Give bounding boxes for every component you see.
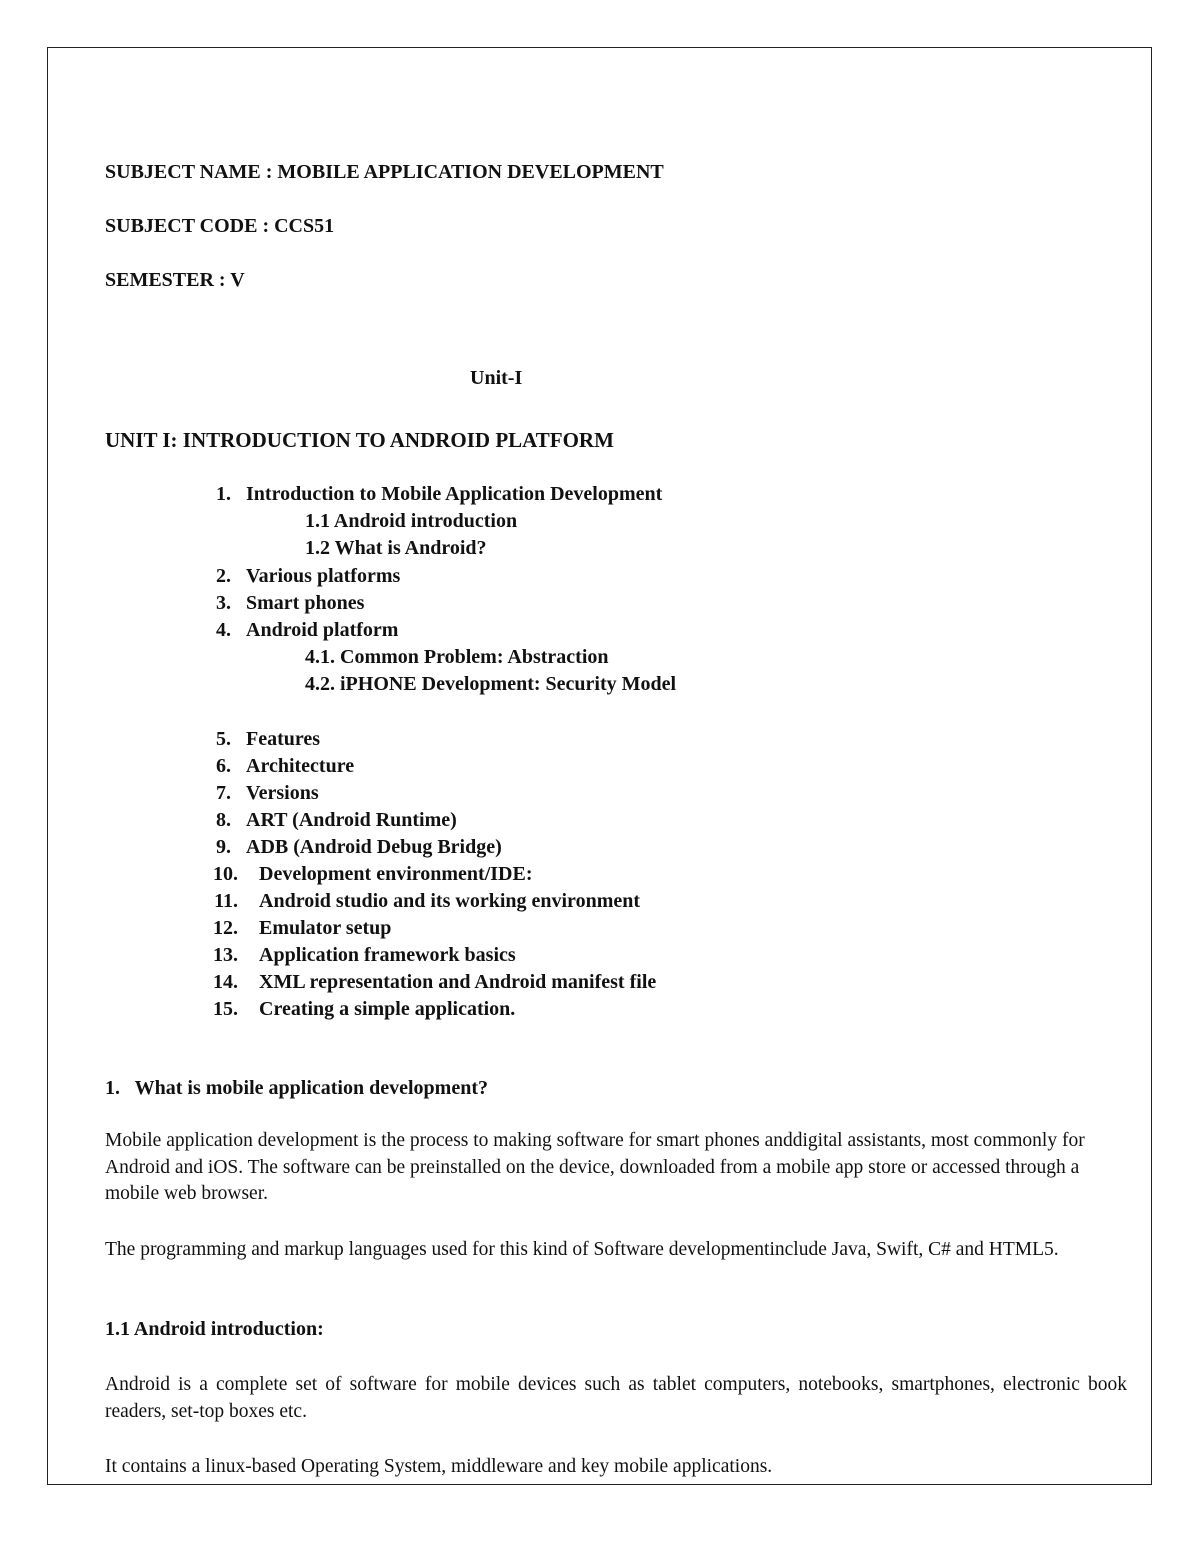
toc-sub-item: 1.1 Android introduction [305, 510, 518, 532]
toc-item-text: Various platforms [246, 565, 401, 587]
toc-item-num: 7. [216, 782, 231, 804]
toc-item-text: Smart phones [246, 592, 365, 614]
toc-item-text: ADB (Android Debug Bridge) [246, 836, 502, 858]
toc-item-text: ART (Android Runtime) [246, 809, 457, 831]
toc-item-num: 10. [213, 863, 238, 885]
semester: SEMESTER : V [105, 269, 245, 291]
toc-item-text: Features [246, 728, 321, 750]
paragraph: The programming and markup languages used for this kind of Software developmentinclude Java, Swift, C# and HTML5. [105, 1239, 1059, 1260]
paragraph: Mobile application development is the process to making software for smart phones anddigital assistants, most commonly for Android and iOS. The software can be preinstalled on the device, downloaded from a mobile app store or accessed through a mobile web browser. [105, 1130, 1085, 1204]
subsection-heading: 1.1 Android introduction: [105, 1318, 324, 1340]
unit-title: Unit-I [470, 367, 523, 389]
toc-item-num: 1. [216, 483, 231, 505]
toc-item-text: Emulator setup [259, 917, 392, 939]
toc-item-text: Application framework basics [259, 944, 516, 966]
toc-item-text: Development environment/IDE: [259, 863, 533, 885]
toc-item-text: XML representation and Android manifest file [259, 971, 657, 993]
toc-item-text: Architecture [246, 755, 355, 777]
toc-item-num: 8. [216, 809, 231, 831]
toc-item-num: 13. [213, 944, 238, 966]
toc-item-num: 6. [216, 755, 231, 777]
toc-item-text: Android studio and its working environment [259, 890, 641, 912]
toc-item-text: Android platform [246, 619, 399, 641]
toc-item-num: 11. [214, 890, 238, 912]
toc-item-num: 9. [216, 836, 231, 858]
toc-sub-item: 4.1. Common Problem: Abstraction [305, 646, 609, 668]
section-heading-num: 1. [105, 1077, 120, 1099]
toc-item-num: 14. [213, 971, 238, 993]
toc-item-text: Creating a simple application. [259, 998, 516, 1020]
toc-sub-item: 1.2 What is Android? [305, 537, 487, 559]
toc-item-num: 2. [216, 565, 231, 587]
subject-code: SUBJECT CODE : CCS51 [105, 215, 335, 237]
toc-item-num: 3. [216, 592, 231, 614]
toc-item-num: 4. [216, 619, 231, 641]
toc-item-text: Versions [246, 782, 319, 804]
section-heading [105, 1077, 488, 1100]
section-heading-text: What is mobile application development? [134, 1077, 488, 1099]
unit-heading: UNIT I: INTRODUCTION TO ANDROID PLATFORM [105, 428, 614, 452]
toc-item-text: Introduction to Mobile Application Development [246, 483, 663, 505]
paragraph: Android is a complete set of software for mobile devices such as tablet computers, notebooks, smartphones, electronic book readers, set-top boxes etc. [105, 1374, 1127, 1422]
paragraph: It contains a linux-based Operating System, middleware and key mobile applications. [105, 1456, 773, 1477]
toc-item-num: 12. [213, 917, 238, 939]
subject-name: SUBJECT NAME : MOBILE APPLICATION DEVELOPMENT [105, 161, 664, 183]
toc-item-num: 15. [213, 998, 238, 1020]
toc-item-num: 5. [216, 728, 231, 750]
toc-sub-item: 4.2. iPHONE Development: Security Model [305, 673, 677, 695]
